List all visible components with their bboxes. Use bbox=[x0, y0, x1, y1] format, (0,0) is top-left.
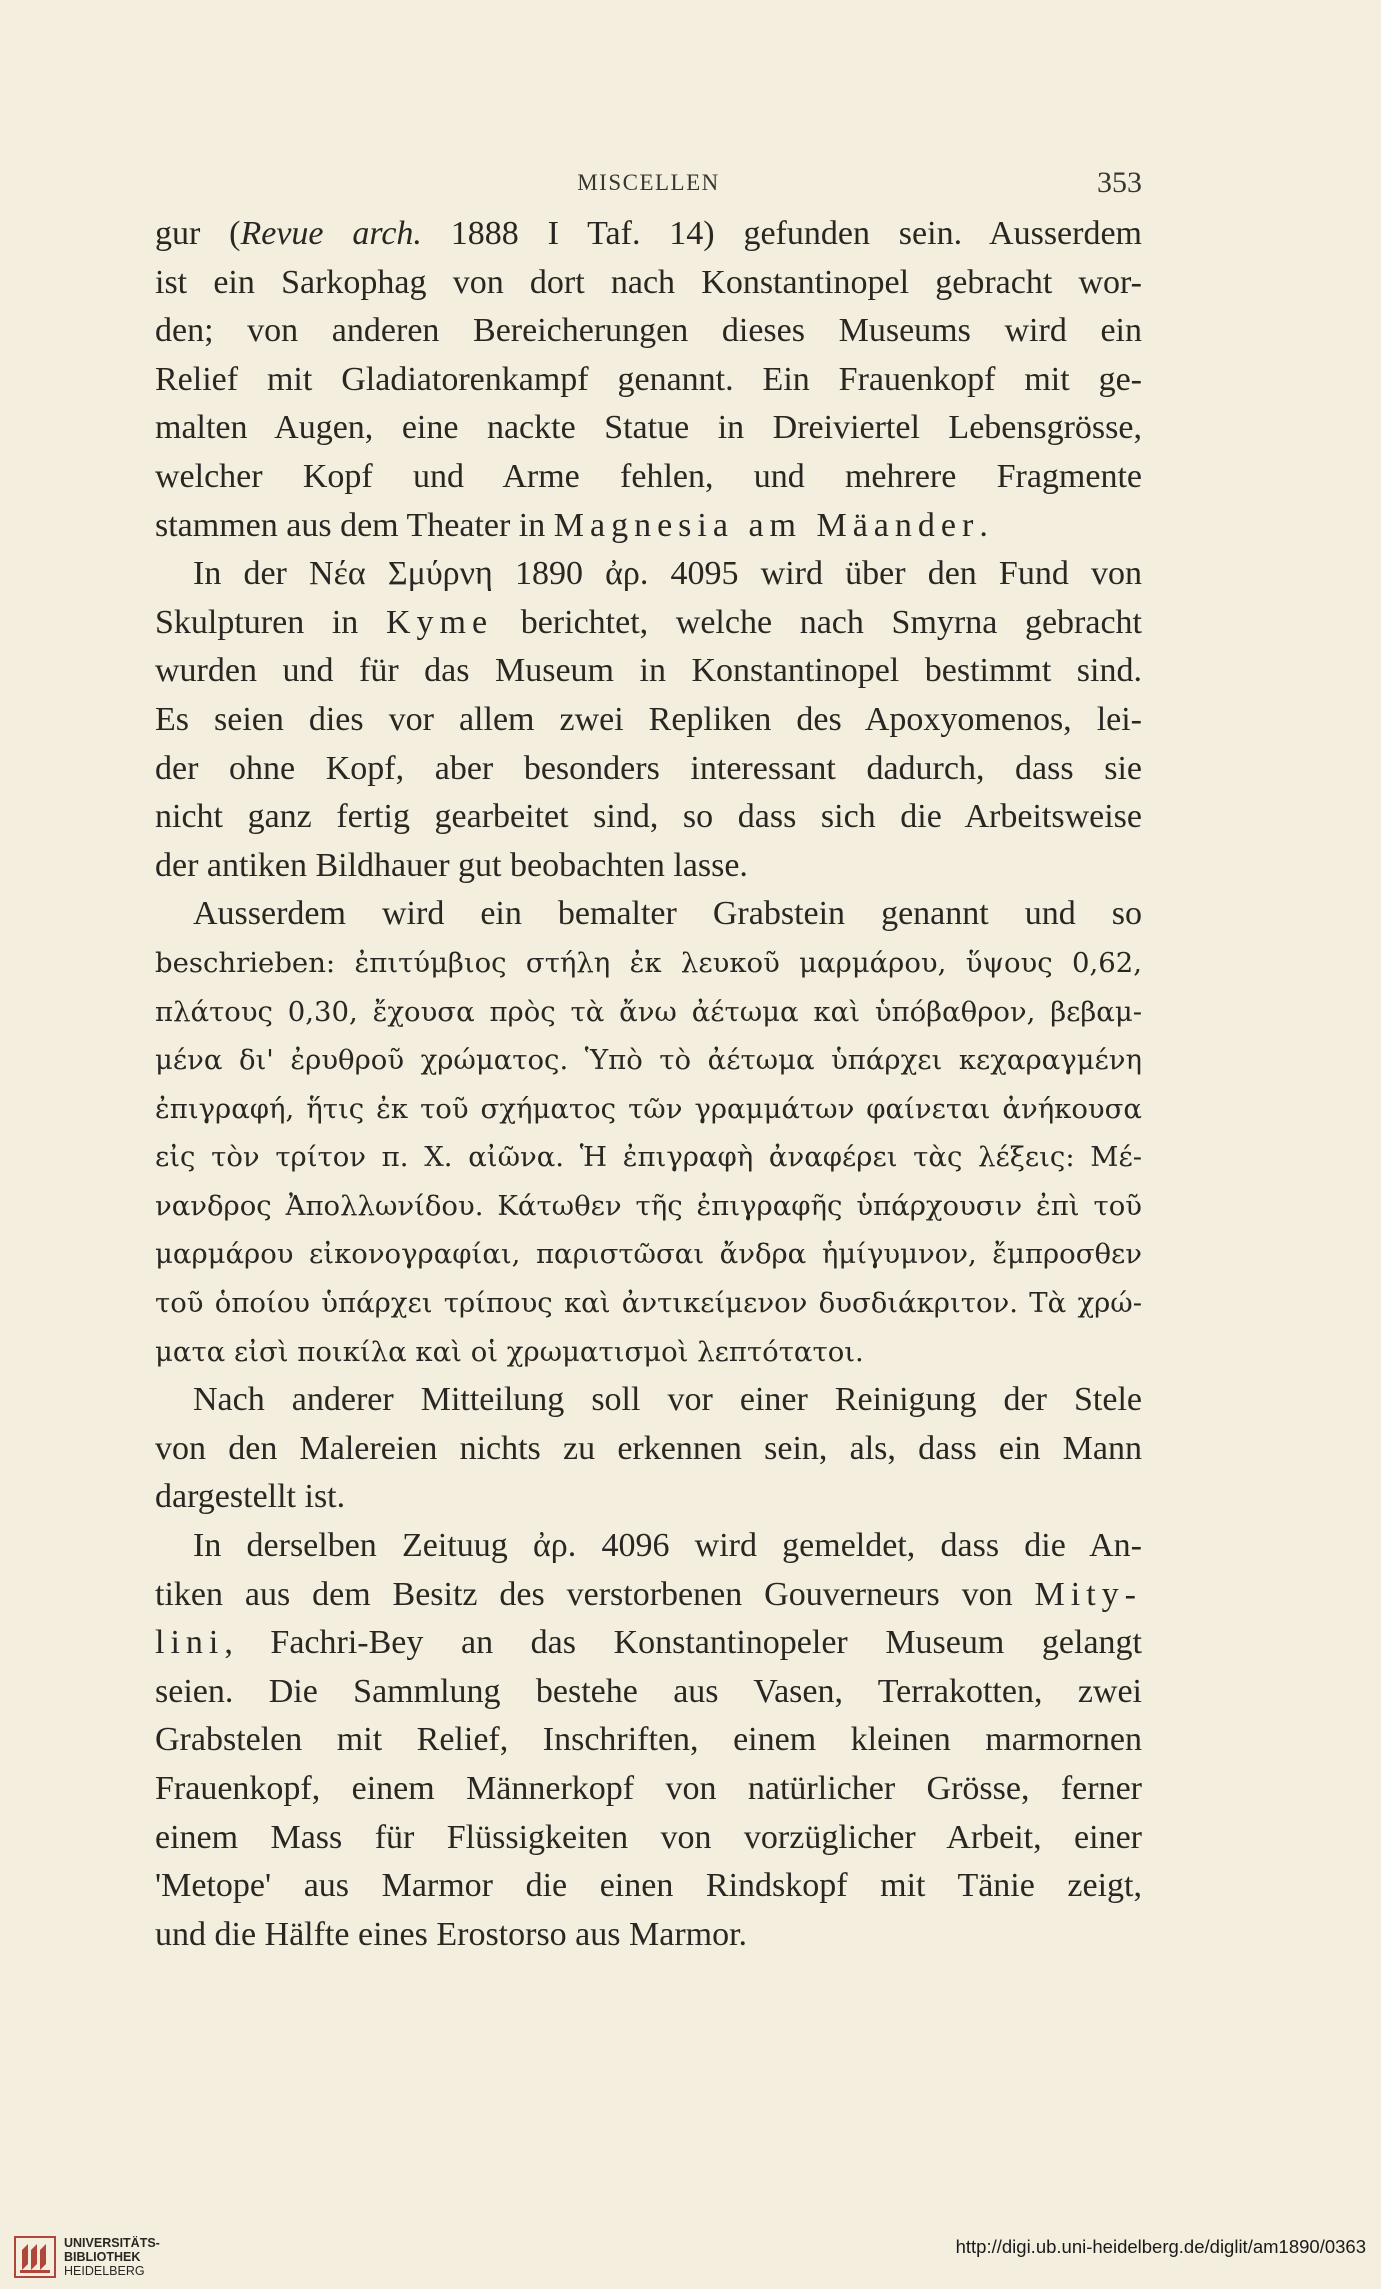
text-line bbox=[155, 939, 1142, 988]
italic-run: Revue arch. bbox=[240, 215, 422, 252]
text-line bbox=[155, 1765, 1142, 1814]
text-line bbox=[155, 502, 1142, 551]
text-run: welcher Kopf und Arme fehlen, und mehrere Fragmente bbox=[155, 457, 1142, 495]
text-run: ist ein Sarkophag von dort nach Konstantinopel gebracht wor- bbox=[155, 263, 1142, 301]
text-line bbox=[155, 647, 1142, 696]
text-run: seien. Die Sammlung bestehe aus Vasen, Terrakotten, zwei bbox=[155, 1672, 1142, 1710]
text-line bbox=[155, 696, 1142, 745]
text-run: 'Metope' aus Marmor die einen Rindskopf mit Tänie zeigt, bbox=[155, 1867, 1142, 1905]
library-line-3: HEIDELBERG bbox=[64, 2264, 145, 2278]
text-run: In der Νέα Σμύρνη 1890 ἀρ. 4095 wird über den Fund von bbox=[193, 555, 1142, 593]
text-run: . bbox=[979, 506, 988, 544]
text-line bbox=[155, 1814, 1142, 1863]
text-run: Frauenkopf, einem Männerkopf von natürlicher Grösse, ferner bbox=[155, 1770, 1142, 1807]
footer bbox=[0, 2180, 1381, 2289]
text-line bbox=[155, 745, 1142, 794]
running-head: MISCELLEN bbox=[577, 170, 720, 195]
text-run: πλάτους 0,30, ἔχουσα πρὸς τὰ ἄνω ἀέτωμα καὶ ὑπόβαθρον, βεβαμ- bbox=[155, 995, 1142, 1028]
text-line bbox=[155, 1230, 1142, 1279]
text-line bbox=[155, 210, 1142, 259]
text-line bbox=[155, 1571, 1142, 1620]
text-run: stammen aus dem Theater in bbox=[155, 506, 554, 544]
text-line bbox=[155, 307, 1142, 356]
text-run: Ausserdem wird ein bemalter Grabstein genannt und so bbox=[193, 895, 1142, 933]
text-line bbox=[155, 1376, 1142, 1425]
text-line bbox=[155, 404, 1142, 453]
text-run: malten Augen, eine nackte Statue in Dreiviertel Lebensgrösse, bbox=[155, 409, 1142, 447]
text-line bbox=[155, 1619, 1142, 1668]
text-line bbox=[155, 1425, 1142, 1474]
text-run: tiken aus dem Besitz des verstorbenen Gouverneurs von bbox=[155, 1575, 1035, 1613]
text-run: beschrieben: ἐπιτύμβιος στήλη ἐκ λευκοῦ μαρμάρου, ὕψους 0,62, bbox=[155, 946, 1142, 979]
text-run: von den Malereien nichts zu erkennen sein, als, dass ein Mann bbox=[155, 1429, 1142, 1467]
text-line bbox=[155, 1911, 1142, 1960]
text-line bbox=[155, 1522, 1142, 1571]
text-line bbox=[155, 842, 1142, 891]
text-run: 1888 I Taf. 14) gefunden sein. Ausserdem bbox=[421, 215, 1142, 252]
text-line bbox=[155, 1085, 1142, 1134]
library-name bbox=[64, 2236, 160, 2278]
text-line bbox=[155, 793, 1142, 842]
text-run: ματα εἰσὶ ποικίλα καὶ οἱ χρωματισμοὶ λεπτότατοι. bbox=[155, 1335, 864, 1368]
text-line bbox=[155, 259, 1142, 308]
text-run: Skulpturen in bbox=[155, 603, 386, 641]
text-run: Relief mit Gladiatorenkampf genannt. Ein Frauenkopf mit ge- bbox=[155, 360, 1142, 398]
text-run: νανδρος Ἀπολλωνίδου. Κάτωθεν τῆς ἐπιγραφῆς ὑπάρχουσιν ἐπὶ τοῦ bbox=[155, 1189, 1142, 1222]
text-line bbox=[155, 599, 1142, 648]
spaced-run: lini bbox=[155, 1624, 225, 1662]
text-run: τοῦ ὁποίου ὑπάρχει τρίπους καὶ ἀντικείμενον δυσδιάκριτον. Τὰ χρώ- bbox=[155, 1287, 1142, 1320]
text-line bbox=[155, 1133, 1142, 1182]
text-run: In derselben Zeituug ἀρ. 4096 wird gemeldet, dass die An- bbox=[193, 1527, 1142, 1565]
text-line bbox=[155, 1182, 1142, 1231]
body-text bbox=[155, 210, 1142, 1959]
text-line bbox=[155, 988, 1142, 1037]
library-line-1: UNIVERSITÄTS- bbox=[64, 2236, 160, 2250]
library-line-2: BIBLIOTHEK bbox=[64, 2250, 141, 2264]
text-run: Nach anderer Mitteilung soll vor einer Reinigung der Stele bbox=[193, 1381, 1142, 1419]
text-run: Grabstelen mit Relief, Inschriften, einem kleinen marmornen bbox=[155, 1721, 1142, 1759]
text-line bbox=[155, 1716, 1142, 1765]
text-run: den; von anderen Bereicherungen dieses Museums wird ein bbox=[155, 312, 1142, 350]
text-run: ἐπιγραφή, ἥτις ἐκ τοῦ σχήματος τῶν γραμμάτων φαίνεται ἀνήκουσα bbox=[155, 1092, 1142, 1125]
spaced-run: Mity- bbox=[1034, 1575, 1142, 1613]
text-run: gur ( bbox=[155, 215, 241, 252]
spaced-run: Kyme bbox=[385, 603, 494, 641]
text-run: dargestellt ist. bbox=[155, 1478, 346, 1516]
text-run: Es seien dies vor allem zwei Repliken des Apoxyomenos, lei- bbox=[155, 700, 1142, 738]
text-line bbox=[155, 356, 1142, 405]
page-number: 353 bbox=[1097, 166, 1142, 199]
text-line bbox=[155, 890, 1142, 939]
university-library-logo-icon bbox=[14, 2236, 56, 2278]
text-run: und die Hälfte eines Erostorso aus Marmor. bbox=[155, 1915, 748, 1953]
text-run: , Fachri-Bey an das Konstantinopeler Museum gelangt bbox=[224, 1624, 1142, 1662]
page-header bbox=[155, 166, 1142, 210]
spaced-run: Magnesia am Mäander bbox=[553, 506, 980, 544]
text-run: berichtet, welche nach Smyrna gebracht bbox=[493, 603, 1142, 641]
text-line bbox=[155, 1036, 1142, 1085]
text-line bbox=[155, 1668, 1142, 1717]
text-run: der antiken Bildhauer gut beobachten lasse. bbox=[155, 846, 748, 884]
text-run: μένα δι' ἐρυθροῦ χρώματος. Ὑπὸ τὸ ἀέτωμα ὑπάρχει κεχαραγμένη bbox=[155, 1044, 1142, 1077]
text-run: wurden und für das Museum in Konstantinopel bestimmt sind. bbox=[155, 652, 1142, 690]
text-line bbox=[155, 1328, 1142, 1377]
text-line bbox=[155, 453, 1142, 502]
text-run: einem Mass für Flüssigkeiten von vorzüglicher Arbeit, einer bbox=[155, 1818, 1142, 1856]
text-line bbox=[155, 1279, 1142, 1328]
text-run: εἰς τὸν τρίτον π. Χ. αἰῶνα. Ἡ ἐπιγραφὴ ἀναφέρει τὰς λέξεις: Μέ- bbox=[155, 1141, 1142, 1174]
text-line bbox=[155, 1473, 1142, 1522]
text-line bbox=[155, 1862, 1142, 1911]
text-run: μαρμάρου εἰκονογραφίαι, παριστῶσαι ἄνδρα ἡμίγυμνον, ἔμπροσθεν bbox=[155, 1238, 1142, 1271]
text-run: der ohne Kopf, aber besonders interessant dadurch, dass sie bbox=[155, 749, 1142, 787]
text-run: nicht ganz fertig gearbeitet sind, so dass sich die Arbeitsweise bbox=[155, 798, 1142, 836]
text-line bbox=[155, 550, 1142, 599]
source-url[interactable]: http://digi.ub.uni-heidelberg.de/diglit/am1890/0363 bbox=[955, 2236, 1366, 2257]
